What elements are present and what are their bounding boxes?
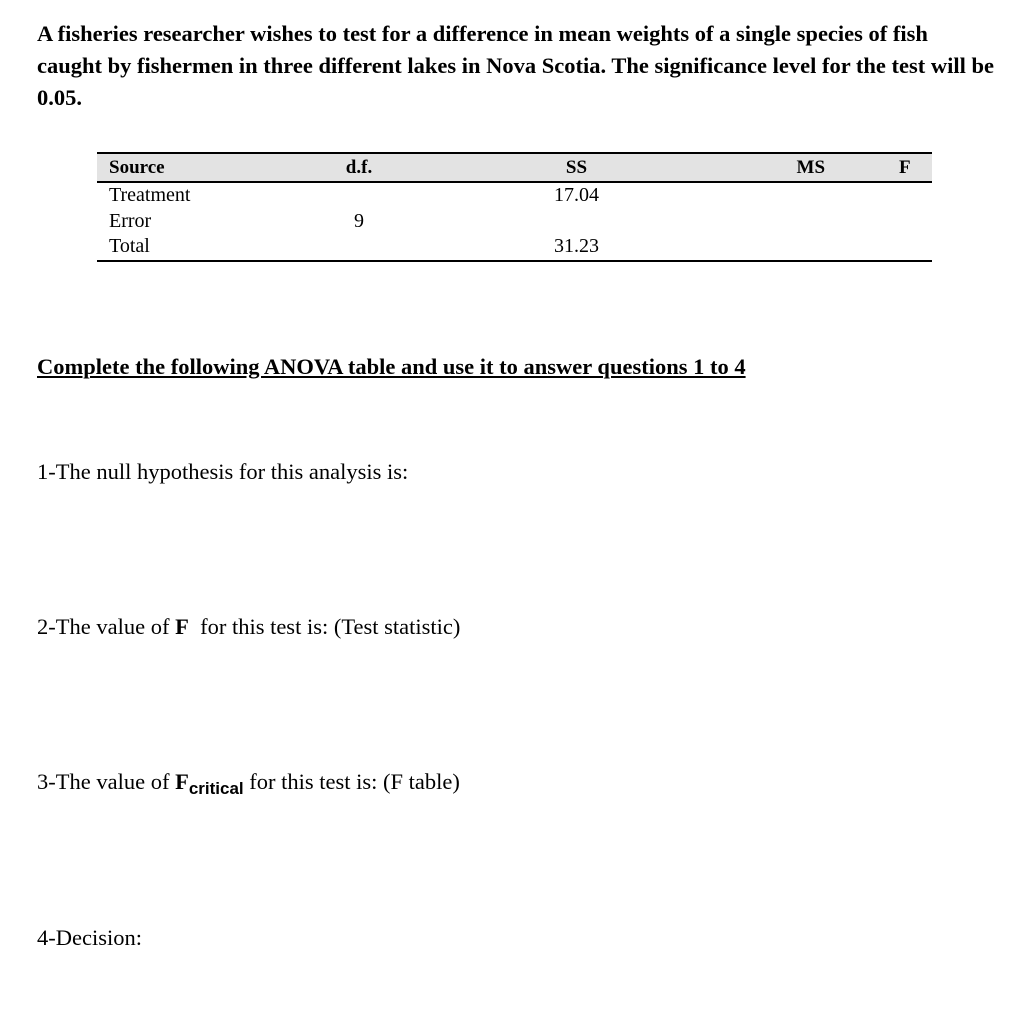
cell-df — [309, 182, 409, 209]
question-2-prefix: 2-The value of — [37, 614, 176, 639]
question-2 — [37, 614, 460, 640]
cell-source: Error — [109, 209, 152, 232]
cell-df — [309, 234, 409, 261]
header-ss: SS — [409, 153, 744, 182]
cell-source: Treatment — [109, 184, 191, 207]
cell-source: Total — [97, 234, 309, 261]
table-header-row — [97, 153, 932, 182]
cell-f — [878, 182, 932, 209]
question-2-suffix: for this test is: (Test statistic) — [188, 614, 461, 639]
anova-table — [97, 152, 932, 262]
cell-ms — [744, 234, 878, 261]
cell-ss: 17.04 — [554, 184, 599, 207]
header-ms: MS — [744, 153, 878, 182]
table-row-error — [97, 209, 932, 235]
cell-df: 9 — [354, 209, 364, 232]
cell-ss — [409, 209, 744, 235]
question-3-suffix: for this test is: (F table) — [243, 769, 460, 794]
question-3 — [37, 769, 460, 799]
header-source: Source — [97, 153, 309, 182]
header-f: F — [878, 153, 932, 182]
cell-f — [878, 209, 932, 235]
critical-subscript: critical — [188, 779, 244, 798]
header-df: d.f. — [309, 153, 409, 182]
f-symbol: F — [175, 614, 189, 639]
f-critical-symbol: F — [175, 769, 189, 794]
question-4-text: 4-Decision: — [37, 925, 142, 950]
problem-statement: A fisheries researcher wishes to test for a difference in mean weights of a single species of fish caught by fishermen in three different lakes in Nova Scotia. The significance level for the test will be 0.05. — [37, 21, 995, 110]
question-4 — [37, 925, 142, 951]
cell-ms — [744, 182, 878, 209]
question-3-prefix: 3-The value of — [37, 769, 176, 794]
table-row-total — [97, 234, 932, 261]
question-1-text: 1-The null hypothesis for this analysis is: — [37, 459, 409, 484]
cell-ss: 31.23 — [409, 234, 744, 261]
question-1 — [37, 459, 408, 485]
table-row-treatment — [97, 182, 932, 209]
instructions-heading: Complete the following ANOVA table and use it to answer questions 1 to 4 — [37, 354, 746, 379]
cell-ms — [744, 209, 878, 235]
cell-f — [878, 234, 932, 261]
